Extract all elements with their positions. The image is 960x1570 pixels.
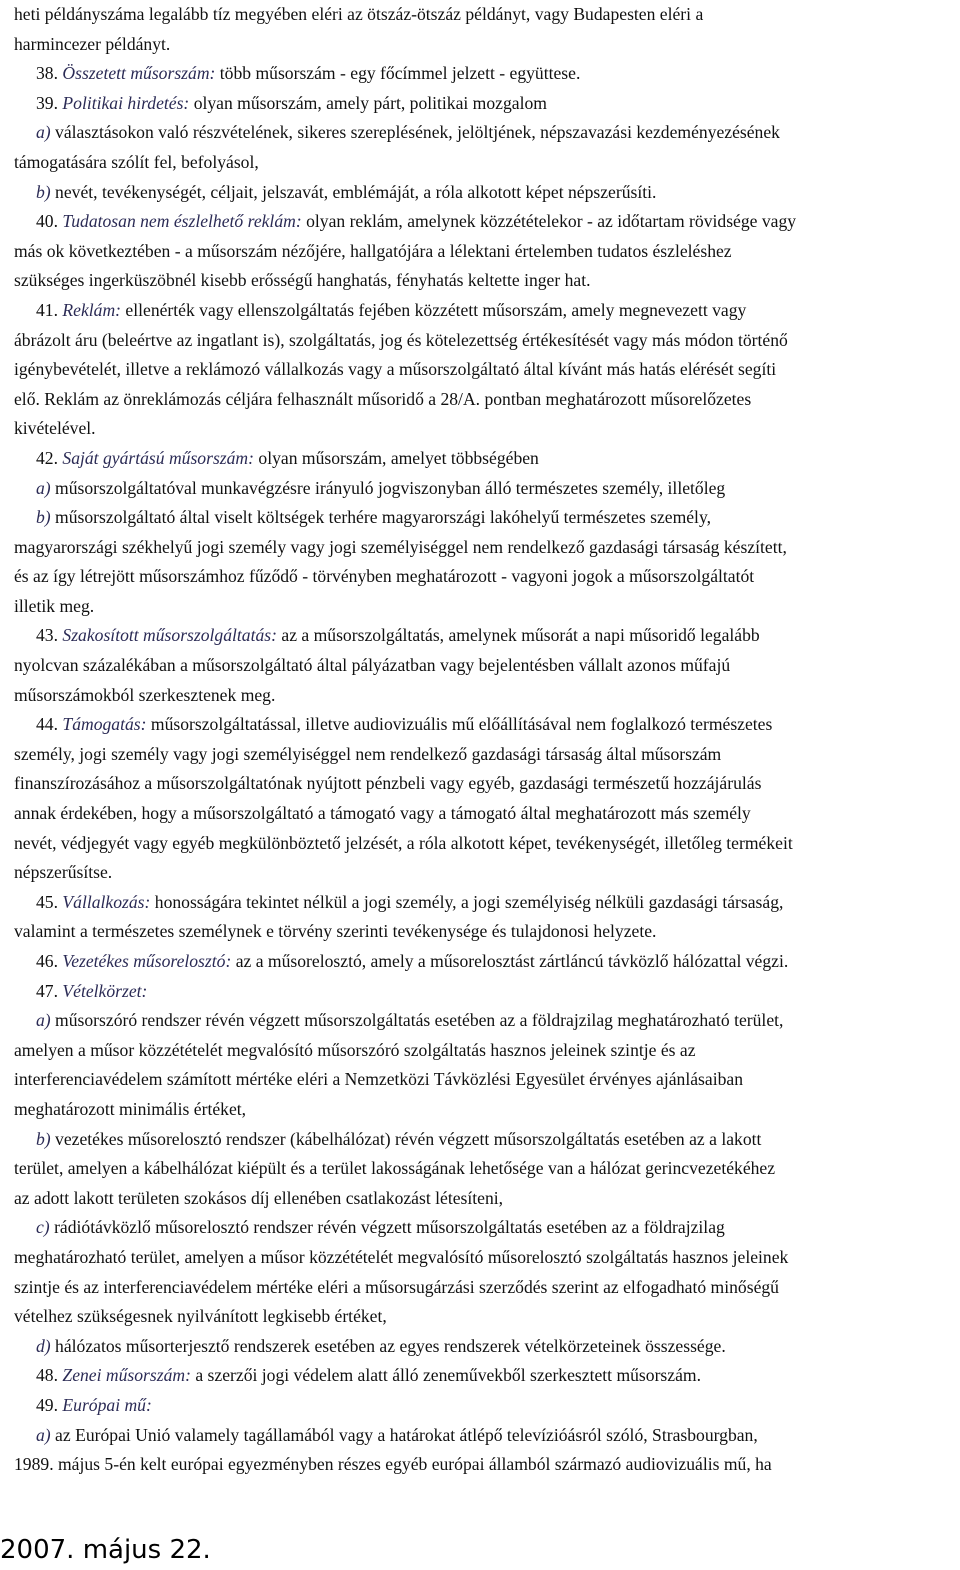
- defined-term: Zenei műsorszám:: [62, 1365, 191, 1386]
- text-line: illetik meg.: [14, 595, 95, 616]
- text-line: igénybevételét, illetve a reklámozó vállalkozás vagy a műsorszolgáltató által kívánt más hatás elérését segíti: [14, 359, 777, 380]
- subpoint-text: műsorszolgáltatóval munkavégzésre irányuló jogviszonyban álló természetes személy, illetőleg: [50, 477, 726, 498]
- text-line: szükséges ingerküszöbnél kisebb erősségű hanghatás, fényhatás keltette inger hat.: [14, 270, 591, 291]
- text-line: elő. Reklám az önreklámozás céljára felhasznált műsoridő a 28/A. pontban meghatározott műsorelőzetes: [14, 388, 752, 409]
- text-line: nevét, védjegyét vagy egyéb megkülönböztető jelzését, a róla alkotott képet, tevékenységét, illetőleg termékeit: [14, 832, 793, 853]
- text-line: vételhez szükségesnek nyilvánított legkisebb értéket,: [14, 1306, 387, 1327]
- text-line: valamint a természetes személynek e törvény szerinti tevékenysége és tulajdonosi helyzete.: [14, 921, 657, 942]
- definition-47: [14, 977, 956, 1007]
- definition-text: több műsorszám - egy főcímmel jelzett - együttese.: [215, 63, 581, 84]
- definition-39: [14, 89, 956, 119]
- defined-term: Tudatosan nem észlelhető reklám:: [62, 211, 302, 232]
- definition-text: a szerzői jogi védelem alatt álló zeneművekből szerkesztett műsorszám.: [190, 1365, 701, 1386]
- text-line: interferenciavédelem számított mértéke eléri a Nemzetközi Távközlési Egyesület érvényes ajánlásaiban: [14, 1069, 743, 1090]
- defined-term: Saját gyártású műsorszám:: [62, 447, 254, 468]
- definition-48: [14, 1361, 956, 1391]
- definition-41-cont: [14, 326, 956, 444]
- defined-term: Összetett műsorszám:: [62, 63, 216, 84]
- item-number: 49.: [36, 1394, 58, 1415]
- defined-term: Támogatás:: [62, 714, 147, 735]
- defined-term: Vezetékes műsorelosztó:: [62, 951, 232, 971]
- definition-41: [14, 296, 956, 326]
- text-line: meghatározott minimális értéket,: [14, 1098, 247, 1119]
- definition-42: [14, 444, 956, 474]
- text-line: heti példányszáma legalább tíz megyében eléri az ötszáz-ötszáz példányt, vagy Budapesten eléri a: [14, 4, 704, 24]
- defined-term: Politikai hirdetés:: [62, 92, 190, 113]
- text-line: nyolcvan százalékában a műsorszolgáltató által pályázatban vagy bejelentésben vállalt azonos műfajú: [14, 655, 731, 676]
- definition-43-cont: [14, 651, 956, 710]
- text-line: szintje és az interferenciavédelem mértéke eléri a műsorsugárzási szerződés szerint az elfogadható minőségű: [14, 1276, 779, 1297]
- subpoint-text: vezetékes műsorelosztó rendszer (kábelhálózat) révén végzett műsorszolgáltatás esetében az a lakott: [50, 1128, 762, 1149]
- defined-term: Szakosított műsorszolgáltatás:: [62, 625, 277, 646]
- definition-text: olyan reklám, amelynek közzétételekor - az időtartam rövidsége vagy: [301, 211, 797, 232]
- definition-text: az a műsorszolgáltatás, amelynek műsorát a napi műsoridő legalább: [276, 625, 760, 646]
- footer-date: 2007. május 22.: [0, 1535, 211, 1565]
- item-number: 44.: [36, 714, 58, 735]
- subpoint-label: a): [36, 122, 51, 143]
- definition-49-a: [14, 1421, 956, 1451]
- subpoint-text: műsorszolgáltató által viselt költségek terhére magyarországi lakóhelyű természetes személy,: [50, 507, 711, 528]
- definition-39-b: [14, 178, 956, 208]
- definition-47-b-cont: [14, 1154, 956, 1213]
- item-number: 39.: [36, 92, 58, 113]
- text-line: magyarországi székhelyű jogi személy vagy jogi személyiséggel nem rendelkező gazdasági társaság készített,: [14, 536, 787, 557]
- defined-term: Európai mű:: [62, 1394, 152, 1415]
- item-number: 42.: [36, 447, 58, 468]
- subpoint-text: rádiótávközlő műsorelosztó rendszer révén végzett műsorszolgáltatás esetében az a földrajzilag: [49, 1217, 725, 1238]
- subpoint-label: d): [36, 1335, 51, 1356]
- definition-49: [14, 1391, 956, 1421]
- definition-47-a: [14, 1006, 956, 1036]
- definition-39-a-cont: [14, 148, 956, 178]
- definition-45: [14, 888, 956, 918]
- definition-40-cont: [14, 237, 956, 296]
- subpoint-text: támogatására szólít fel, befolyásol,: [14, 151, 259, 172]
- definition-47-d: [14, 1332, 956, 1362]
- text-line: finanszírozásához a műsorszolgáltatónak nyújtott pénzbeli vagy egyéb, gazdasági természetű hozzájárulás: [14, 773, 762, 794]
- definition-49-a-cont: [14, 1450, 956, 1480]
- item-number: 41.: [36, 299, 58, 320]
- item-number: 43.: [36, 625, 58, 646]
- definition-text: az a műsorelosztó, amely a műsorelosztást zártláncú távközlő hálózattal végzi.: [231, 951, 789, 971]
- definition-47-c: [14, 1213, 956, 1243]
- subpoint-label: a): [36, 1424, 51, 1445]
- text-line: az adott lakott területen szokásos díj ellenében csatlakozást létesíteni,: [14, 1187, 504, 1208]
- subpoint-text: az Európai Unió valamely tagállamából vagy a határokat átlépő televízióásról szóló, Strasbourgban,: [50, 1424, 758, 1445]
- definition-text: honosságára tekintet nélkül a jogi személy, a jogi személyiség nélküli gazdasági társaság,: [150, 891, 784, 912]
- subpoint-text: nevét, tevékenységét, céljait, jelszavát, emblémáját, a róla alkotott képet népszerűsíti.: [50, 181, 657, 202]
- definition-text: olyan műsorszám, amely párt, politikai mozgalom: [189, 92, 547, 113]
- definition-44: [14, 710, 956, 740]
- text-line: harmincezer példányt.: [14, 33, 171, 54]
- definition-43: [14, 621, 956, 651]
- text-line: ábrázolt áru (beleértve az ingatlant is), szolgáltatás, jog és kötelezettség értékesítését vagy más módon történő: [14, 329, 788, 350]
- subpoint-label: b): [36, 1128, 51, 1149]
- definition-44-cont: [14, 740, 956, 888]
- definition-46: [14, 947, 956, 977]
- definition-47-a-cont: [14, 1036, 956, 1125]
- subpoint-text: hálózatos műsorterjesztő rendszerek esetében az egyes rendszerek vételkörzeteinek összessége.: [50, 1335, 726, 1356]
- item-number: 40.: [36, 211, 58, 232]
- text-line: amelyen a műsor közzétételét megvalósító műsorszóró szolgáltatás hasznos jeleinek szintje és az: [14, 1039, 696, 1060]
- item-number: 38.: [36, 63, 58, 84]
- definition-text: olyan műsorszám, amelyet többségében: [254, 447, 539, 468]
- defined-term: Reklám:: [62, 299, 122, 320]
- subpoint-label: b): [36, 181, 51, 202]
- definition-text: ellenérték vagy ellenszolgáltatás fejében közzétett műsorszám, amely megnevezett vagy: [121, 299, 747, 320]
- text-line: kivételével.: [14, 418, 96, 439]
- text-line: terület, amelyen a kábelhálózat kiépült és a terület lakosságának lehetősége van a hálózat gerincvezetékéhez: [14, 1158, 776, 1179]
- item-number: 48.: [36, 1365, 58, 1386]
- continuation-paragraph: [14, 0, 956, 59]
- defined-term: Vállalkozás:: [62, 891, 151, 912]
- document-page: [14, 0, 956, 1480]
- text-line: személy, jogi személy vagy jogi személyiséggel nem rendelkező gazdasági társaság által műsorszám: [14, 743, 722, 764]
- text-line: meghatározható terület, amelyen a műsor közzétételét megvalósító műsorelosztó szolgáltatás hasznos jeleinek: [14, 1246, 789, 1267]
- definition-42-a: [14, 474, 956, 504]
- text-line: annak érdekében, hogy a műsorszolgáltató a támogató vagy a támogató által meghatározott más személy: [14, 803, 751, 824]
- text-line: más ok következtében - a műsorszám nézőjére, hallgatójára a lélektani értelemben tudatos észleléshez: [14, 240, 732, 261]
- item-number: 47.: [36, 980, 58, 1001]
- definition-47-b: [14, 1125, 956, 1155]
- definition-45-cont: [14, 917, 956, 947]
- text-line: és az így létrejött műsorszámhoz fűződő - törvényben meghatározott - vagyoni jogok a műsorszolgáltatót: [14, 566, 755, 587]
- item-number: 46.: [36, 951, 58, 971]
- definition-42-b: [14, 503, 956, 533]
- text-line: műsorszámokból szerkesztenek meg.: [14, 684, 276, 705]
- text-line: 1989. május 5-én kelt európai egyezményben részes egyéb európai államból származó audiovizuális mű, ha: [14, 1454, 772, 1475]
- subpoint-text: választásokon való részvételének, sikeres szereplésének, jelöltjének, népszavazási kezdeményezésének: [50, 122, 780, 143]
- subpoint-label: a): [36, 1010, 51, 1031]
- definition-text: műsorszolgáltatással, illetve audiovizuális mű előállításával nem foglalkozó természetes: [146, 714, 773, 735]
- definition-39-a: [14, 118, 956, 148]
- definition-40: [14, 207, 956, 237]
- subpoint-text: műsorszóró rendszer révén végzett műsorszolgáltatás esetében az a földrajzilag meghatározható terület,: [50, 1010, 784, 1031]
- definition-38: [14, 59, 956, 89]
- text-line: népszerűsítse.: [14, 862, 113, 883]
- defined-term: Vételkörzet:: [62, 980, 148, 1001]
- subpoint-label: a): [36, 477, 51, 498]
- definition-47-c-cont: [14, 1243, 956, 1332]
- item-number: 45.: [36, 891, 58, 912]
- subpoint-label: c): [36, 1217, 50, 1238]
- definition-42-b-cont: [14, 533, 956, 622]
- subpoint-label: b): [36, 507, 51, 528]
